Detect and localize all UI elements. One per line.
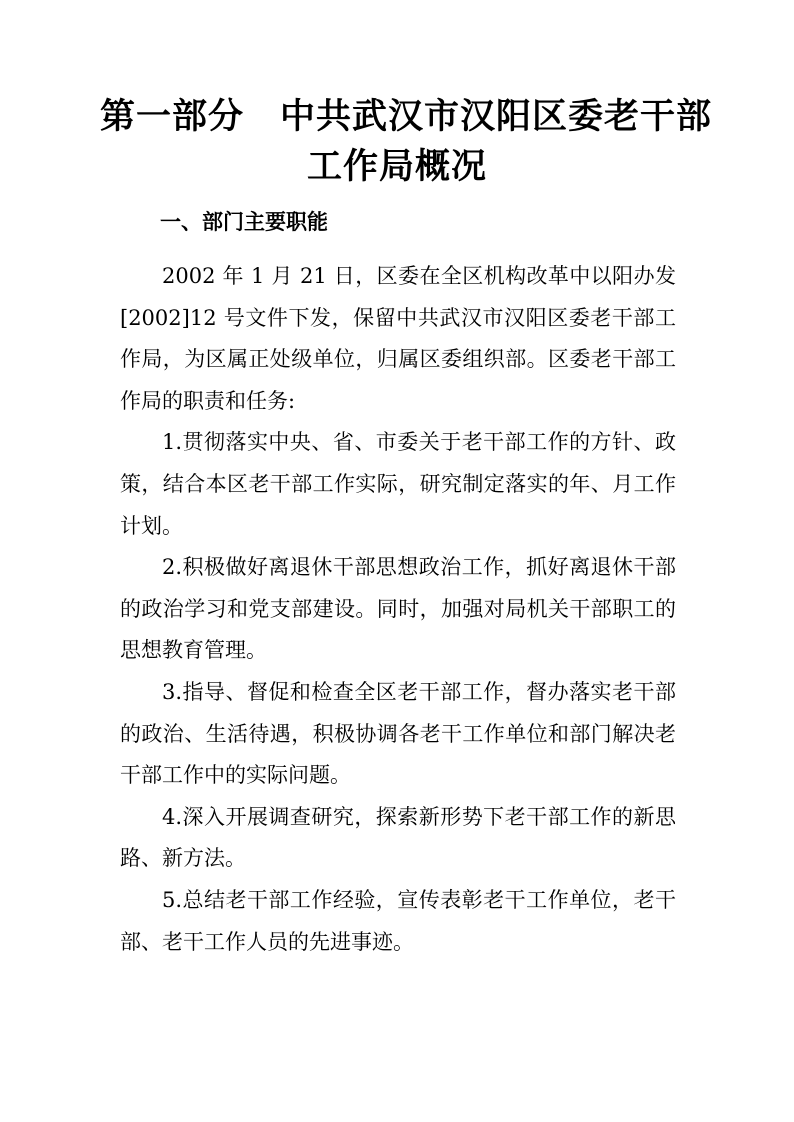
duty-item-4: 4.深入开展调查研究，探索新形势下老干部工作的新思路、新方法。	[120, 804, 676, 871]
title-part-label: 第一部分	[100, 97, 245, 137]
duty-item-2: 2.积极做好离退休干部思想政治工作，抓好离退休干部的政治学习和党支部建设。同时，加强对局机关干部职工的思想教育管理。	[120, 555, 676, 663]
section-heading: 一、部门主要职能	[160, 210, 328, 234]
title-line-1	[100, 92, 713, 142]
intro-paragraph: 2002 年 1 月 21 日，区委在全区机构改革中以阳办发[2002]12 号文件下发，保留中共武汉市汉阳区委老干部工作局，为区属正处级单位，归属区委组织部。区委老干部工作局的职责和任务:	[120, 264, 676, 413]
duty-item-5: 5.总结老干部工作经验，宣传表彰老干工作单位，老干部、老干工作人员的先进事迹。	[120, 887, 676, 954]
page-title	[100, 92, 713, 192]
duty-item-1: 1.贯彻落实中央、省、市委关于老干部工作的方针、政策，结合本区老干部工作实际，研究制定落实的年、月工作计划。	[120, 430, 676, 538]
duty-item-3: 3.指导、督促和检查全区老干部工作，督办落实老干部的政治、生活待遇，积极协调各老干工作单位和部门解决老干部工作中的实际问题。	[120, 679, 676, 788]
title-organization: 中共武汉市汉阳区委老干部	[280, 97, 713, 137]
title-line-2: 工作局概况	[306, 147, 487, 187]
document-body	[120, 256, 676, 963]
